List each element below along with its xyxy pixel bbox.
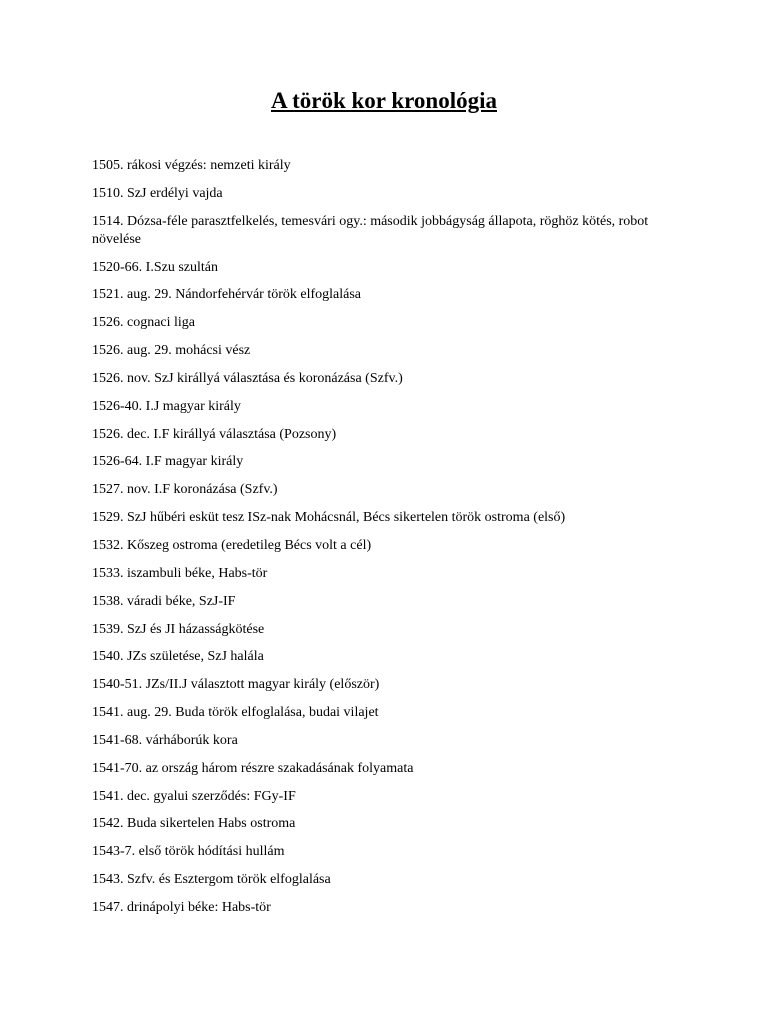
chronology-entry: 1541-68. várháborúk kora	[92, 732, 238, 748]
chronology-entry: 1526. dec. I.F királlyá választása (Pozsony)	[92, 426, 337, 442]
chronology-entry: 1539. SzJ és JI házasságkötése	[92, 621, 265, 637]
chronology-entry: 1521. aug. 29. Nándorfehérvár török elfoglalása	[92, 287, 362, 303]
chronology-entry: 1526-64. I.F magyar király	[92, 454, 244, 470]
chronology-entry: 1541. dec. gyalui szerződés: FGy-IF	[92, 788, 296, 804]
chronology-entry: 1514. Dózsa-féle parasztfelkelés, temesvári ogy.: második jobbágyság állapota, röghöz kötés, robot növelése	[92, 213, 649, 247]
chronology-entry: 1526. cognaci liga	[92, 315, 196, 331]
chronology-entry: 1540. JZs születése, SzJ halála	[92, 649, 264, 665]
chronology-entry: 1526-40. I.J magyar király	[92, 398, 241, 414]
chronology-entry: 1527. nov. I.F koronázása (Szfv.)	[92, 482, 278, 498]
chronology-entry: 1533. iszambuli béke, Habs-tör	[92, 565, 268, 581]
chronology-entry: 1543. Szfv. és Esztergom török elfoglalása	[92, 872, 331, 888]
chronology-entry: 1526. nov. SzJ királlyá választása és koronázása (Szfv.)	[92, 370, 403, 386]
chronology-entry: 1547. drinápolyi béke: Habs-tör	[92, 899, 271, 915]
chronology-entry: 1532. Kőszeg ostroma (eredetileg Bécs volt a cél)	[92, 537, 372, 553]
chronology-entry: 1505. rákosi végzés: nemzeti király	[92, 158, 291, 173]
chronology-entry: 1542. Buda sikertelen Habs ostroma	[92, 816, 296, 832]
chronology-entry: 1541-70. az ország három részre szakadásának folyamata	[92, 760, 414, 776]
chronology-entry: 1529. SzJ hűbéri esküt tesz ISz-nak Mohácsnál, Bécs sikertelen török ostroma (első)	[92, 510, 566, 526]
chronology-entry: 1541. aug. 29. Buda török elfoglalása, budai vilajet	[92, 705, 379, 721]
chronology-entry: 1540-51. JZs/II.J választott magyar király (először)	[92, 677, 380, 693]
chronology-entry: 1520-66. I.Szu szultán	[92, 259, 218, 275]
document-title: A török kor kronológia	[271, 88, 497, 113]
chronology-entry: 1543-7. első török hódítási hullám	[92, 844, 285, 860]
chronology-entry: 1538. váradi béke, SzJ-IF	[92, 593, 236, 609]
chronology-entry: 1510. SzJ erdélyi vajda	[92, 185, 223, 201]
chronology-list	[92, 157, 682, 927]
chronology-entry: 1526. aug. 29. mohácsi vész	[92, 343, 251, 359]
